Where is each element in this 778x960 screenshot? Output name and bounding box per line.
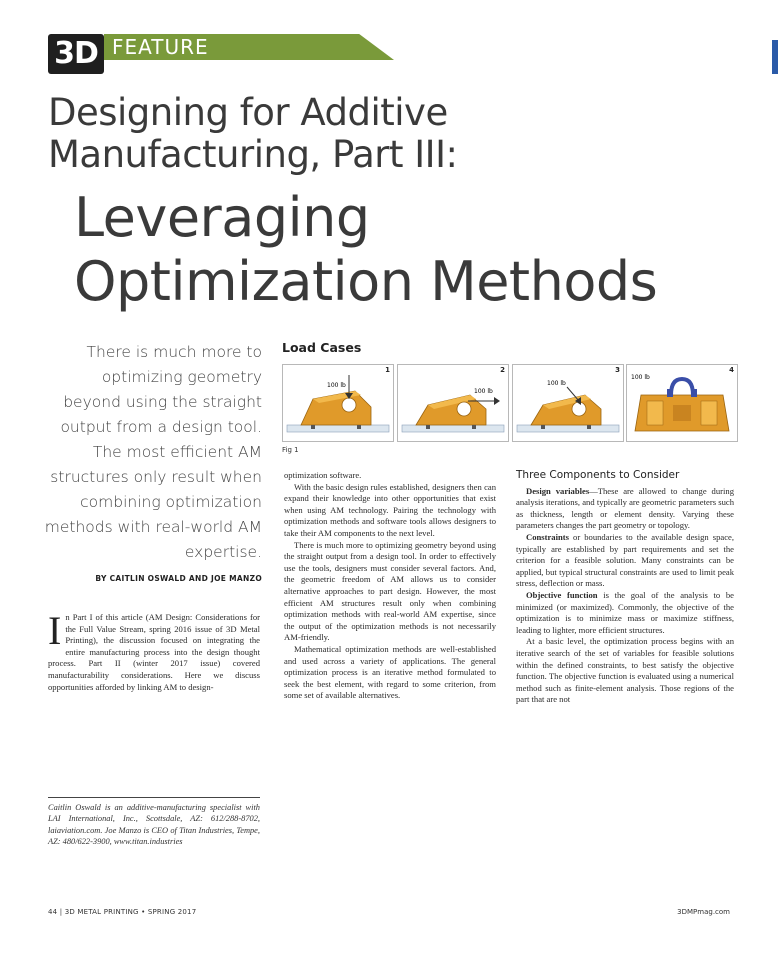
panel-number: 1 [385,366,390,374]
definition-term: Design variables [526,485,590,496]
paragraph: optimization software. [284,470,362,480]
byline: BY CAITLIN OSWALD AND JOE MANZO [95,574,262,583]
figure-title: Load Cases [282,340,362,355]
paragraph: There is much more to optimizing geometry beyond using the straight output from a design tool. In order to effectively use the tools, designers must consider several factors. And, the geometric freedom of AM allows us to consider alternative approaches to part design. However, the most efficient AM structures result only when combining optimization methods with real-world AM expertise, since the output of the optimization methods is not necessarily AM-friendly. [284,539,496,643]
feature-label: FEATURE [112,35,209,59]
title-line-2: Manufacturing, Part III: [48,133,458,176]
force-label: 100 lb [631,374,650,381]
bracket-illustration [513,365,623,441]
article-deck: There is much more to optimizing geometry beyond using the straight output from a design tool. The most efficient AM structures only result when combining optimization methods with real-world AM expertise. [44,343,262,561]
page-footer-website: 3DMPmag.com [677,908,730,916]
intro-text: n Part I of this article (AM Design: Considerations for the Full Value Stream, spring 2016 issue of 3D Metal Printing), the discussion focused on integrating the entire manufacturing process into the design thought process. Part II (winter 2017 issue) covered manufacturability considerations. Here we discuss opportunities afforded by linking AM to design- [48,612,260,692]
bio-divider [48,797,260,798]
definition-item [516,486,734,532]
definition-item [516,532,734,590]
paragraph: With the basic design rules established, designers then can expand their knowledge into other opportunities that exist when using AM technology. Pairing the technology with optimization methods and software tools allows designers to take their AM components to the next level. [284,481,496,538]
section-heading: Three Components to Consider [516,469,680,481]
edge-tab-marker [772,40,778,74]
load-case-panel-4 [626,364,738,442]
definition-text: or boundaries to the available design space, typically are established by part requirements and set the criterion for a feasible solution. Many constraints can be applied, but typical structural constraints are used to limit peak stress, deflection or mass. [516,531,734,589]
load-case-panel-1 [282,364,394,442]
column-left [48,608,260,693]
bracket-illustration [627,365,737,441]
subtitle-line-1: Leveraging [74,186,370,249]
intro-paragraph [48,608,260,693]
panel-number: 2 [500,366,505,374]
title-line-1: Designing for Additive [48,91,448,134]
drop-cap: I [48,608,62,653]
section-badge-3d: 3D [48,34,104,74]
paragraph: Mathematical optimization methods are well-established and used across a variety of applications. The general optimization process is an iterative method formulated to seek the best element, with regard to some criterion, from some set of available alternatives. [284,643,496,701]
definition-item [516,590,734,636]
load-case-panel-2 [397,364,509,442]
force-label: 100 lb [547,380,566,387]
definition-term: Constraints [526,531,569,542]
panel-number: 4 [729,366,734,374]
definition-text: is the goal of the analysis to be minimized (or maximized). Commonly, the objective of the optimization is to minimize mass or maximize stiffness, leading to lighter, more efficient structures. [516,589,734,635]
force-label: 100 lb [327,382,346,389]
figure-caption: Fig 1 [282,446,299,454]
definition-term: Objective function [526,589,598,600]
article-title [48,92,748,176]
bracket-illustration [283,365,393,441]
bracket-illustration [398,365,508,441]
load-cases-figure [282,364,738,442]
column-middle [284,470,496,702]
column-right [516,470,734,706]
definition-text: —These are allowed to change during analysis iterations, and typically are geometric parameters such as thickness, length or element density. Varying these parameters changes the part geometry or topology. [516,485,734,531]
subtitle-line-2: Optimization Methods [74,250,658,313]
paragraph: At a basic level, the optimization process begins with an iterative search of the set of variables for feasible solutions within the defined constraints, to best satisfy the objective function. The objective function is evaluated using a numerical method such as finite-element analysis. Those regions of the part that are not [516,636,734,705]
panel-number: 3 [615,366,620,374]
page-footer-folio: 44 | 3D METAL PRINTING • SPRING 2017 [48,908,197,916]
force-label: 100 lb [474,388,493,395]
article-subtitle [74,186,764,314]
author-bio: Caitlin Oswald is an additive-manufacturing specialist with LAI International, Inc., Scottsdale, AZ: 612/288-8702, laiaviation.com. Joe Manzo is CEO of Titan Industries, Tempe, AZ: 480/622-3900, www.titan.industries [48,803,260,847]
load-case-panel-3 [512,364,624,442]
